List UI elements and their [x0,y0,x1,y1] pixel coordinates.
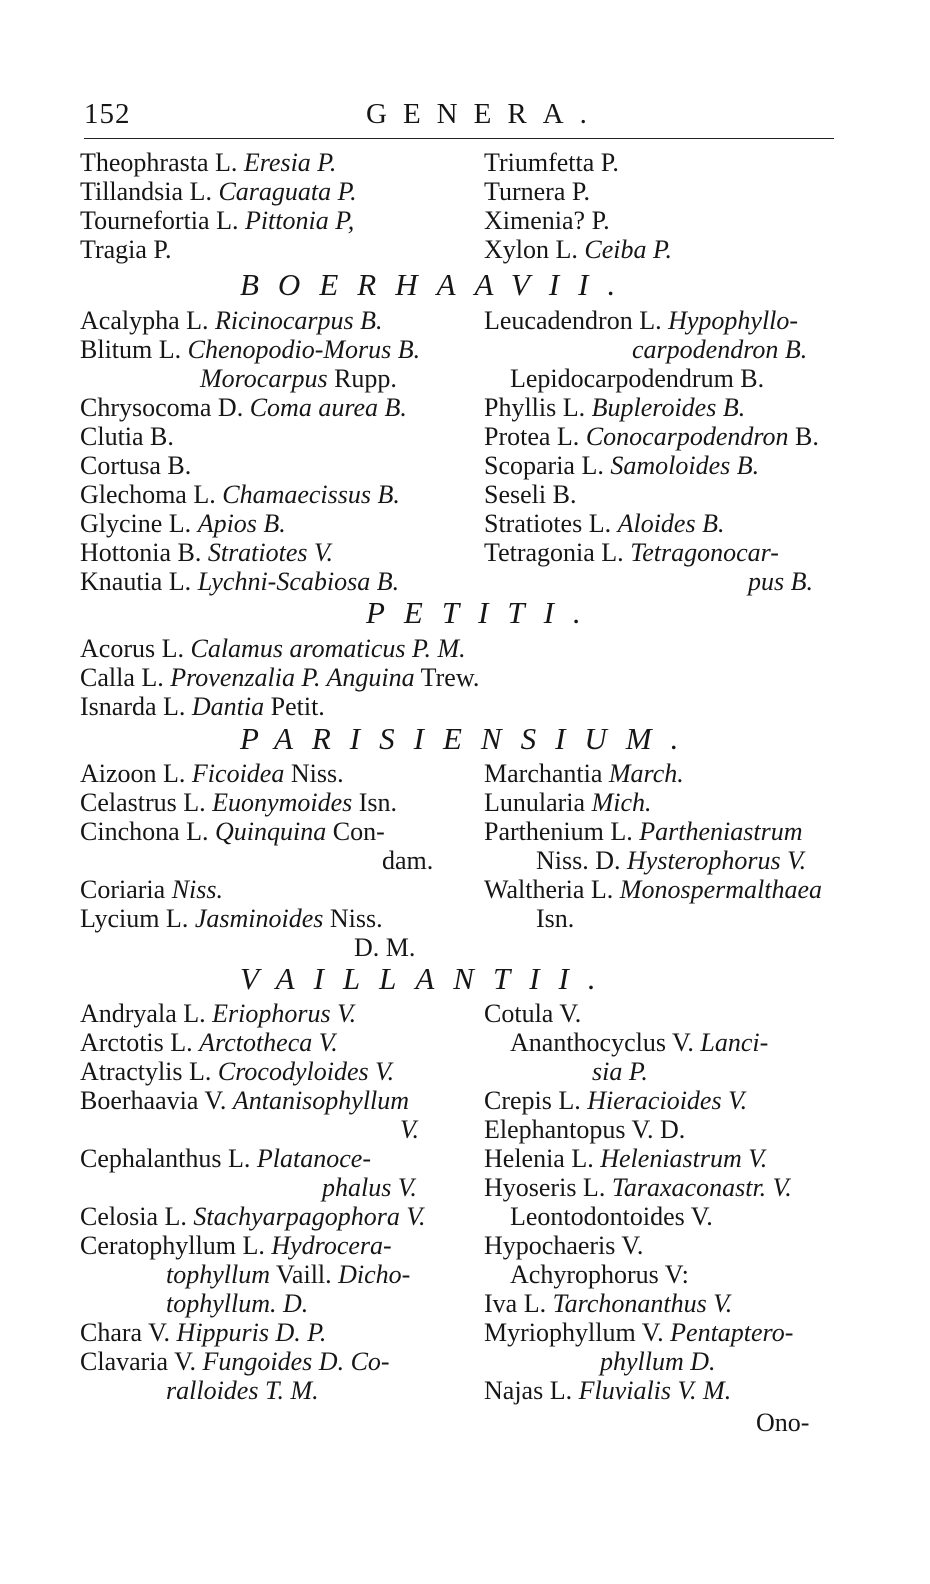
genus-entry-left [382,846,433,876]
genus-name: Niss. [284,759,344,788]
genus-name: Isn. [352,788,398,817]
synonym-text: Tarchonanthus V. [552,1289,733,1318]
genus-name: Parthenium L. [484,817,640,846]
genus-entry-right [484,206,610,236]
genus-name: Celosia L. [80,1202,194,1231]
genus-entry-left [80,634,466,664]
genus-name: Tournefortia L. [80,206,245,235]
genus-entry-left [80,177,357,207]
genus-name: Hyoseris L. [484,1173,612,1202]
genus-entry-right [484,1231,643,1261]
genus-entry-right [484,817,803,847]
genus-entry-left [80,1347,390,1377]
genus-entry-left [80,1028,338,1058]
genus-entry-left [166,1289,308,1319]
genus-name: D. M. [354,933,416,962]
genus-name: Clutia B. [80,422,174,451]
genus-entry-left [80,538,333,568]
synonym-text: Antanisophyllum [232,1086,410,1115]
synonym-text: Chenopodio-Morus B. [187,335,421,364]
genus-entry-left [80,759,344,789]
genus-name: Calla L. [80,663,171,692]
synonym-text: Partheniastrum [639,817,803,846]
genus-name: Niss. [323,904,383,933]
synonym-text: Niss. [171,875,223,904]
genus-entry-left [80,1318,326,1348]
synonym-text: Arctotheca V. [199,1028,338,1057]
synonym-text: Hieracioides V. [587,1086,748,1115]
catchword: Ono- [756,1408,810,1437]
genus-entry-left [322,1173,417,1203]
genus-name: B. [788,422,819,451]
genus-name: Achyrophorus V: [510,1260,689,1289]
synonym-text: Hydrocera- [271,1231,392,1260]
synonym-text: Aloides B. [617,509,725,538]
genus-name: Leucadendron L. [484,306,669,335]
genus-name: Blitum L. [80,335,188,364]
genus-entry-right [536,846,806,876]
genus-entry-right [484,451,759,481]
genus-name: Atractylis L. [80,1057,218,1086]
genus-name: Ceratophyllum L. [80,1231,272,1260]
synonym-text: Fungoides D. Co- [202,1347,390,1376]
genus-name: Arctotis L. [80,1028,200,1057]
section-heading: BOERHAAVII. [240,267,635,302]
synonym-text: Pittonia P, [244,206,355,235]
genus-name: Lepidocarpodendrum B. [510,364,765,393]
genus-entry-right [484,235,672,265]
genus-entry-left [80,904,383,934]
genus-name: Aizoon L. [80,759,192,788]
genus-entry-left [80,999,356,1029]
genus-entry-right [592,1057,648,1087]
genus-name: Trew. [414,663,480,692]
genus-entry-left [80,1086,409,1116]
genus-name: Celastrus L. [80,788,213,817]
genus-name: Ananthocyclus V. [510,1028,701,1057]
genus-entry-left [400,1115,419,1145]
genus-entry-right [484,759,684,789]
genus-entry-left [80,663,479,693]
genus-entry-left [80,1057,394,1087]
synonym-text: Eresia P. [243,148,337,177]
genus-entry-right [484,788,652,818]
genus-name: Coriaria [80,875,172,904]
genus-name: Tillandsia L. [80,177,219,206]
synonym-text: Heleniastrum V. [600,1144,768,1173]
genus-entry-right [510,1260,689,1290]
genus-name: Leontodontoides V. [510,1202,713,1231]
genus-entry-left [80,148,336,178]
synonym-text: Ceiba P. [584,235,673,264]
synonym-text: ralloides T. M. [166,1376,319,1405]
genus-name: Waltheria L. [484,875,620,904]
genus-entry-right [484,1086,747,1116]
genus-entry-left [354,933,415,963]
synonym-text: Euonymoides [212,788,353,817]
page-number: 152 [84,98,131,130]
genus-entry-right [484,509,724,539]
genus-entry-right [484,1144,767,1174]
genus-entry-left [80,480,400,510]
synonym-text: tophyllum. D. [166,1289,309,1318]
genus-entry-right [484,1173,792,1203]
synonym-text: Tetragonocar- [630,538,779,567]
genus-entry-left [80,692,325,722]
genus-name: Niss. D. [536,846,628,875]
genus-entry-right [536,904,574,934]
synonym-text: Conocarpodendron [585,422,789,451]
genus-name: Xylon L. [484,235,585,264]
genus-entry-left [80,817,385,847]
synonym-text: Fluvialis V. M. [578,1376,732,1405]
synonym-text: Calamus aromaticus P. M. [190,634,466,663]
synonym-text: Platanoce- [256,1144,371,1173]
synonym-text: Quinquina [215,817,327,846]
synonym-text: pus B. [748,567,813,596]
genus-entry-left [80,451,191,481]
synonym-text: Ficoidea [191,759,285,788]
synonym-text: Morocarpus [200,364,328,393]
genus-name: Rupp. [327,364,397,393]
genus-name: Chara V. [80,1318,177,1347]
synonym-text: Monospermalthaea [619,875,822,904]
synonym-text: Hippuris D. P. [176,1318,327,1347]
synonym-text: Lychni-Scabiosa B. [197,567,400,596]
genus-entry-left [80,1144,371,1174]
synonym-text: Pentaptero- [670,1318,794,1347]
genus-entry-right [484,1318,793,1348]
genus-name: Hypochaeris V. [484,1231,644,1260]
genus-name: Cinchona L. [80,817,216,846]
genus-name: Hottonia B. [80,538,208,567]
genus-name: Turnera P. [484,177,590,206]
synonym-text: Chamaecissus B. [222,480,400,509]
genus-name: Vaill. [270,1260,339,1289]
genus-entry-right [484,875,822,905]
section-heading: PETITI. [366,595,600,630]
synonym-text: Dantia [191,692,265,721]
genus-name: dam. [382,846,434,875]
page-header [84,96,834,136]
genus-name: Cephalanthus L. [80,1144,257,1173]
synonym-text: Jasminoides [194,904,324,933]
running-head: GENERA. [366,98,603,130]
genus-entry-right [484,538,779,568]
genus-entry-left [166,1376,319,1406]
genus-entry-left [80,567,399,597]
synonym-text: Stachyarpagophora V. [193,1202,426,1231]
genus-entry-right [484,1376,731,1406]
synonym-text: Eriophorus V. [212,999,357,1028]
genus-entry-left [80,788,397,818]
genus-name: Isn. [536,904,575,933]
genus-name: Protea L. [484,422,586,451]
genus-entry-right [510,364,764,394]
genus-entry-right [484,480,576,510]
genus-name: Stratiotes L. [484,509,618,538]
genus-name: Cortusa B. [80,451,192,480]
genus-entry-right [600,1347,716,1377]
genus-name: Triumfetta P. [484,148,619,177]
genus-name: Glycine L. [80,509,198,538]
synonym-text: Taraxaconastr. V. [611,1173,792,1202]
genus-name: Theophrasta L. [80,148,244,177]
genus-entry-left [80,335,420,365]
genus-name: Glechoma L. [80,480,223,509]
genus-name: Seseli B. [484,480,577,509]
genus-entry-right [484,148,619,178]
synonym-text: Ricinocarpus B. [215,306,383,335]
synonym-text: Samoloides B. [610,451,760,480]
genus-entry-right [484,422,819,452]
genus-name: Najas L. [484,1376,579,1405]
genus-name: Boerhaavia V. [80,1086,233,1115]
genus-name: Petit. [264,692,325,721]
genus-name: Tetragonia L. [484,538,631,567]
synonym-text: tophyllum [166,1260,270,1289]
genus-name: Ximenia? P. [484,206,610,235]
synonym-text: March. [608,759,684,788]
genus-name: Cotula V. [484,999,582,1028]
synonym-text: Coma aurea B. [249,393,407,422]
synonym-text: Hysterophorus V. [627,846,807,875]
genus-entry-left [80,875,223,905]
synonym-text: phyllum D. [600,1347,716,1376]
genus-entry-left [166,1260,410,1290]
genus-name: Helenia L. [484,1144,601,1173]
section-heading: PARISIENSIUM. [240,721,698,756]
genus-entry-left [80,306,383,336]
genus-entry-left [80,1202,425,1232]
genus-name: Phyllis L. [484,393,592,422]
genus-entry-right [484,393,745,423]
synonym-text: phalus V. [322,1173,417,1202]
genus-name: Myriophyllum V. [484,1318,671,1347]
genus-name: Acorus L. [80,634,191,663]
genus-entry-right [484,177,590,207]
genus-name: Acalypha L. [80,306,216,335]
genus-name: Tragia P. [80,235,172,264]
synonym-text: Crocodyloides V. [217,1057,395,1086]
synonym-text: Apios B. [197,509,286,538]
synonym-text: Hypophyllo- [668,306,799,335]
genus-entry-right [748,567,813,597]
genus-entry-left [80,235,172,265]
genus-name: Iva L. [484,1289,553,1318]
genus-entry-right [484,1115,685,1145]
genus-name: Clavaria V. [80,1347,203,1376]
genus-entry-left [80,206,354,236]
genus-entry-right [484,999,581,1029]
synonym-text: Lanci- [700,1028,769,1057]
genus-name: Lunularia [484,788,592,817]
genus-name: Andryala L. [80,999,213,1028]
synonym-text: Provenzalia P. Anguina [170,663,415,692]
synonym-text: sia P. [592,1057,648,1086]
genus-entry-right [484,1289,732,1319]
synonym-text: Dicho- [338,1260,411,1289]
genus-entry-right [632,335,807,365]
genus-entry-left [80,1231,392,1261]
synonym-text: Bupleroides B. [591,393,746,422]
genus-entry-right [510,1202,713,1232]
genus-entry-left [200,364,397,394]
genus-entry-left [80,509,286,539]
synonym-text: V. [400,1115,420,1144]
synonym-text: carpodendron B. [632,335,808,364]
synonym-text: Stratiotes V. [207,538,334,567]
genus-entry-left [80,393,407,423]
genus-name: Knautia L. [80,567,198,596]
genus-entry-right [510,1028,768,1058]
synonym-text: Mich. [591,788,652,817]
genus-name: Lycium L. [80,904,195,933]
genus-name: Con- [326,817,385,846]
genus-name: Chrysocoma D. [80,393,250,422]
genus-name: Elephantopus V. D. [484,1115,686,1144]
genus-entry-right [484,306,798,336]
genus-name: Scoparia L. [484,451,611,480]
genus-name: Isnarda L. [80,692,192,721]
header-rule [84,138,834,139]
section-heading: VAILLANTII. [240,961,615,996]
genus-entry-left [80,422,174,452]
genus-name: Marchantia [484,759,609,788]
synonym-text: Caraguata P. [218,177,357,206]
genus-name: Crepis L. [484,1086,588,1115]
